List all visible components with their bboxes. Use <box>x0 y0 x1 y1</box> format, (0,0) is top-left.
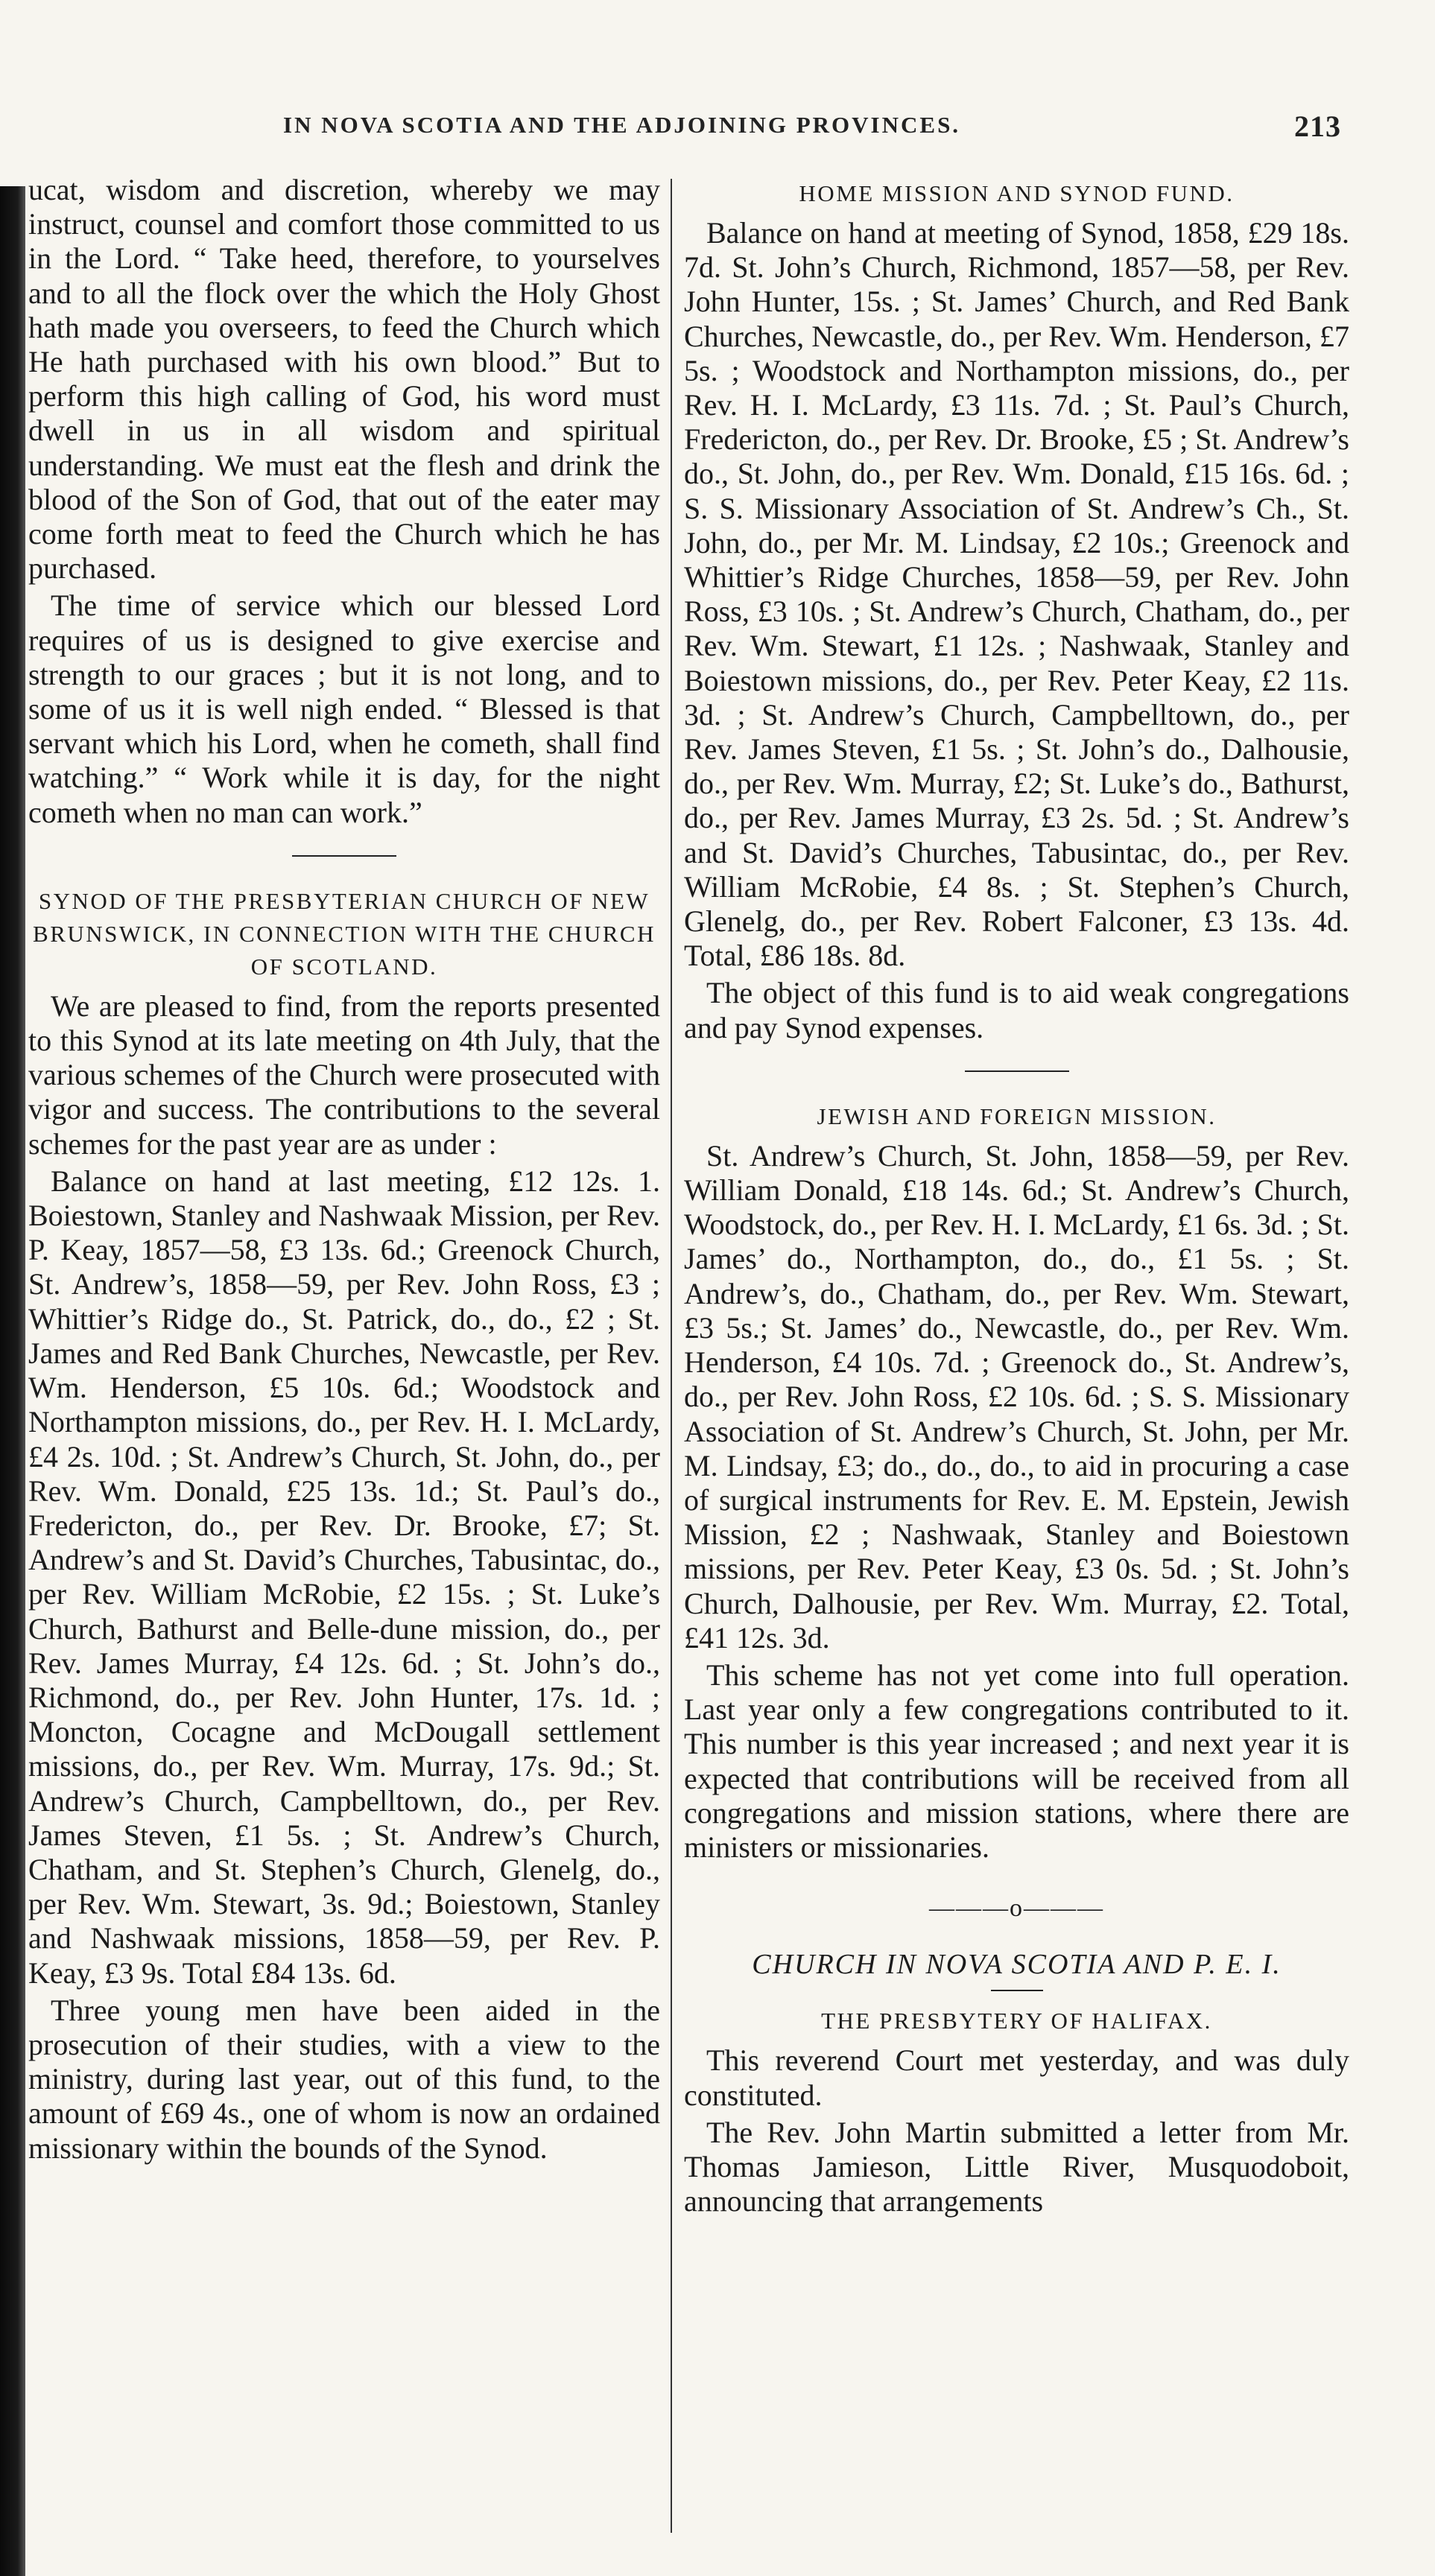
synod-paragraph: We are pleased to find, from the reports presented to this Synod at its late meeting on 4th July, that the various schemes of the Church were prosecuted with vigor and success. The contributions to the several schemes for the past year are as under : <box>28 989 660 1161</box>
synod-heading: SYNOD OF THE PRESBYTERIAN CHURCH OF NEW BRUNSWICK, IN CONNECTION WITH THE CHURCH OF SCOTLAND. <box>33 887 656 980</box>
column-divider <box>671 179 672 2533</box>
book-binding-edge <box>0 186 25 2576</box>
running-header <box>283 112 1341 156</box>
home-mission-paragraph: The object of this fund is to aid weak congregations and pay Synod expenses. <box>684 976 1349 1044</box>
running-title: IN NOVA SCOTIA AND THE ADJOINING PROVINCES. <box>283 112 961 138</box>
section-rule <box>965 1070 1069 1072</box>
synod-contributions-list: Balance on hand at last meeting, £12 12s. 1. Boiestown, Stanley and Nashwaak Mission, per Rev. P. Keay, 1857—58, £3 13s. 6d.; Greenock Church, St. Andrew’s, 1858—59, per Rev. John Ross, £3 ; Whittier’s Ridge do., St. Patrick, do., do., £2 ; St. James and Red Bank Churches, Newcastle, per Rev. Wm. Henderson, £5 10s. 6d.; Woodstock and Northampton missions, do., per Rev. H. I. McLardy, £4 2s. 10d. ; St. Andrew’s Church, St. John, do., per Rev. Wm. Donald, £25 13s. 1d.; St. Paul’s do., Fredericton, do., per Rev. Dr. Brooke, £7; St. Andrew’s and St. David’s Churches, Tabusintac, do., per Rev. William McRobie, £2 15s. ; St. Luke’s Church, Bathurst and Belle-dune mission, do., per Rev. James Murray, £4 12s. 6d. ; St. John’s do., Richmond, do., per Rev. John Hunter, 17s. 1d. ; Moncton, Cocagne and McDougall settlement missions, do., per Rev. Wm. Murray, 17s. 9d.; St. Andrew’s Church, Campbelltown, do., per Rev. James Steven, £1 5s. ; St. Andrew’s Church, Chatham, and St. Stephen’s Church, Glenelg, do., per Rev. Wm. Stewart, 3s. 9d.; Boiestown, Stanley and Nashwaak missions, 1858—59, per Rev. P. Keay, £3 9s. Total £84 13s. 6d. <box>28 1164 660 1990</box>
right-column <box>684 173 1349 2557</box>
presbytery-paragraph: This reverend Court met yesterday, and was duly constituted. <box>684 2043 1349 2112</box>
section-rule <box>292 855 396 857</box>
home-mission-heading: HOME MISSION AND SYNOD FUND. <box>799 180 1235 206</box>
presbytery-heading: THE PRESBYTERY OF HALIFAX. <box>821 2008 1212 2034</box>
synod-paragraph: Three young men have been aided in the prosecution of their studies, with a view to the ministry, during last year, out of this fund, to the amount of £69 4s., one of whom is now an ordained missionary within the bounds of the Synod. <box>28 1993 660 2165</box>
jewish-mission-paragraph: St. Andrew’s Church, St. John, 1858—59, per Rev. William Donald, £18 14s. 6d.; St. Andrew’s Church, Woodstock, do., per Rev. H. I. McLardy, £1 6s. 3d. ; St. James’ do., Northampton, do., do., £1 5s. ; St. Andrew’s, do., Chatham, do., per Rev. Wm. Stewart, £3 5s.; St. James’ do., Newcastle, do., per Rev. Wm. Henderson, £4 10s. 7d. ; Greenock do., St. Andrew’s, do., per Rev. John Ross, £2 10s. 6d. ; S. S. Missionary Association of St. Andrew’s Church, St. John, per Mr. M. Lindsay, £3; do., do., do., to aid in procuring a case of surgical instruments for Rev. E. M. Epstein, Jewish Mission, £2 ; Nashwaak, Stanley and Boiestown missions, per Rev. Peter Keay, £3 0s. 5d. ; St. John’s Church, Dalhousie, per Rev. Wm. Murray, £2. Total, £41 12s. 3d. <box>684 1138 1349 1655</box>
church-heading: CHURCH IN NOVA SCOTIA AND P. E. I. <box>752 1949 1282 1981</box>
page-number: 213 <box>1294 110 1341 143</box>
jewish-mission-paragraph: This scheme has not yet come into full operation. Last year only a few congregations contributed to it. This number is this year increased ; and next year it is expected that contributions will be received from all congregations and mission stations, where there are ministers or missionaries. <box>684 1657 1349 1864</box>
jewish-mission-heading: JEWISH AND FOREIGN MISSION. <box>817 1103 1217 1129</box>
intro-paragraph: ucat, wisdom and discretion, whereby we may instruct, counsel and comfort those committed to us in the Lord. “ Take heed, therefore, to yourselves and to all the flock over the which the Holy Ghost hath made you overseers, to feed the Church which He hath purchased with his own blood.” But to perform this high calling of God, his word must dwell in us in all wisdom and spiritual understanding. We must eat the flesh and drink the blood of the Son of God, that out of the eater may come forth meat to feed the Church which he has purchased. <box>28 173 660 586</box>
presbytery-paragraph: The Rev. John Martin submitted a letter from Mr. Thomas Jamieson, Little River, Musquodoboit, announcing that arrangements <box>684 2115 1349 2218</box>
intro-paragraph: The time of service which our blessed Lord requires of us is designed to give exercise and strength to our graces ; but it is not long, and to some of us it is well nigh ended. “ Blessed is that servant which his Lord, when he cometh, shall find watching.” “ Work while it is day, for the night cometh when no man can work.” <box>28 589 660 829</box>
home-mission-paragraph: Balance on hand at meeting of Synod, 1858, £29 18s. 7d. St. John’s Church, Richmond, 1857—58, per Rev. John Hunter, 15s. ; St. James’ Church, and Red Bank Churches, Newcastle, do., per Rev. Wm. Henderson, £7 5s. ; Woodstock and Northampton missions, do., per Rev. H. I. McLardy, £3 11s. 7d. ; St. Paul’s Church, Fredericton, do., per Rev. Dr. Brooke, £5 ; St. Andrew’s do., St. John, do., per Rev. Wm. Donald, £15 16s. 6d. ; S. S. Missionary Association of St. Andrew’s Ch., St. John, do., per Mr. M. Lindsay, £2 10s.; Greenock and Whittier’s Ridge Churches, 1858—59, per Rev. John Ross, £3 10s. ; St. Andrew’s Church, Chatham, do., per Rev. Wm. Stewart, £1 12s. ; Nashwaak, Stanley and Boiestown missions, do., per Rev. Peter Keay, £2 11s. 3d. ; St. Andrew’s Church, Campbelltown, do., per Rev. James Steven, £1 5s. ; St. John’s do., Dalhousie, do., per Rev. Wm. Murray, £2; St. Luke’s do., Bathurst, do., per Rev. James Murray, £3 2s. 5d. ; St. Andrew’s and St. David’s Churches, Tabusintac, do., per Rev. William McRobie, £4 8s. ; St. Stephen’s Church, Glenelg, do., per Rev. Robert Falconer, £3 13s. 4d. Total, £86 18s. 8d. <box>684 216 1349 973</box>
separator-mark: ———o——— <box>929 1894 1104 1923</box>
left-column <box>28 173 660 2557</box>
section-rule <box>991 1990 1043 1991</box>
